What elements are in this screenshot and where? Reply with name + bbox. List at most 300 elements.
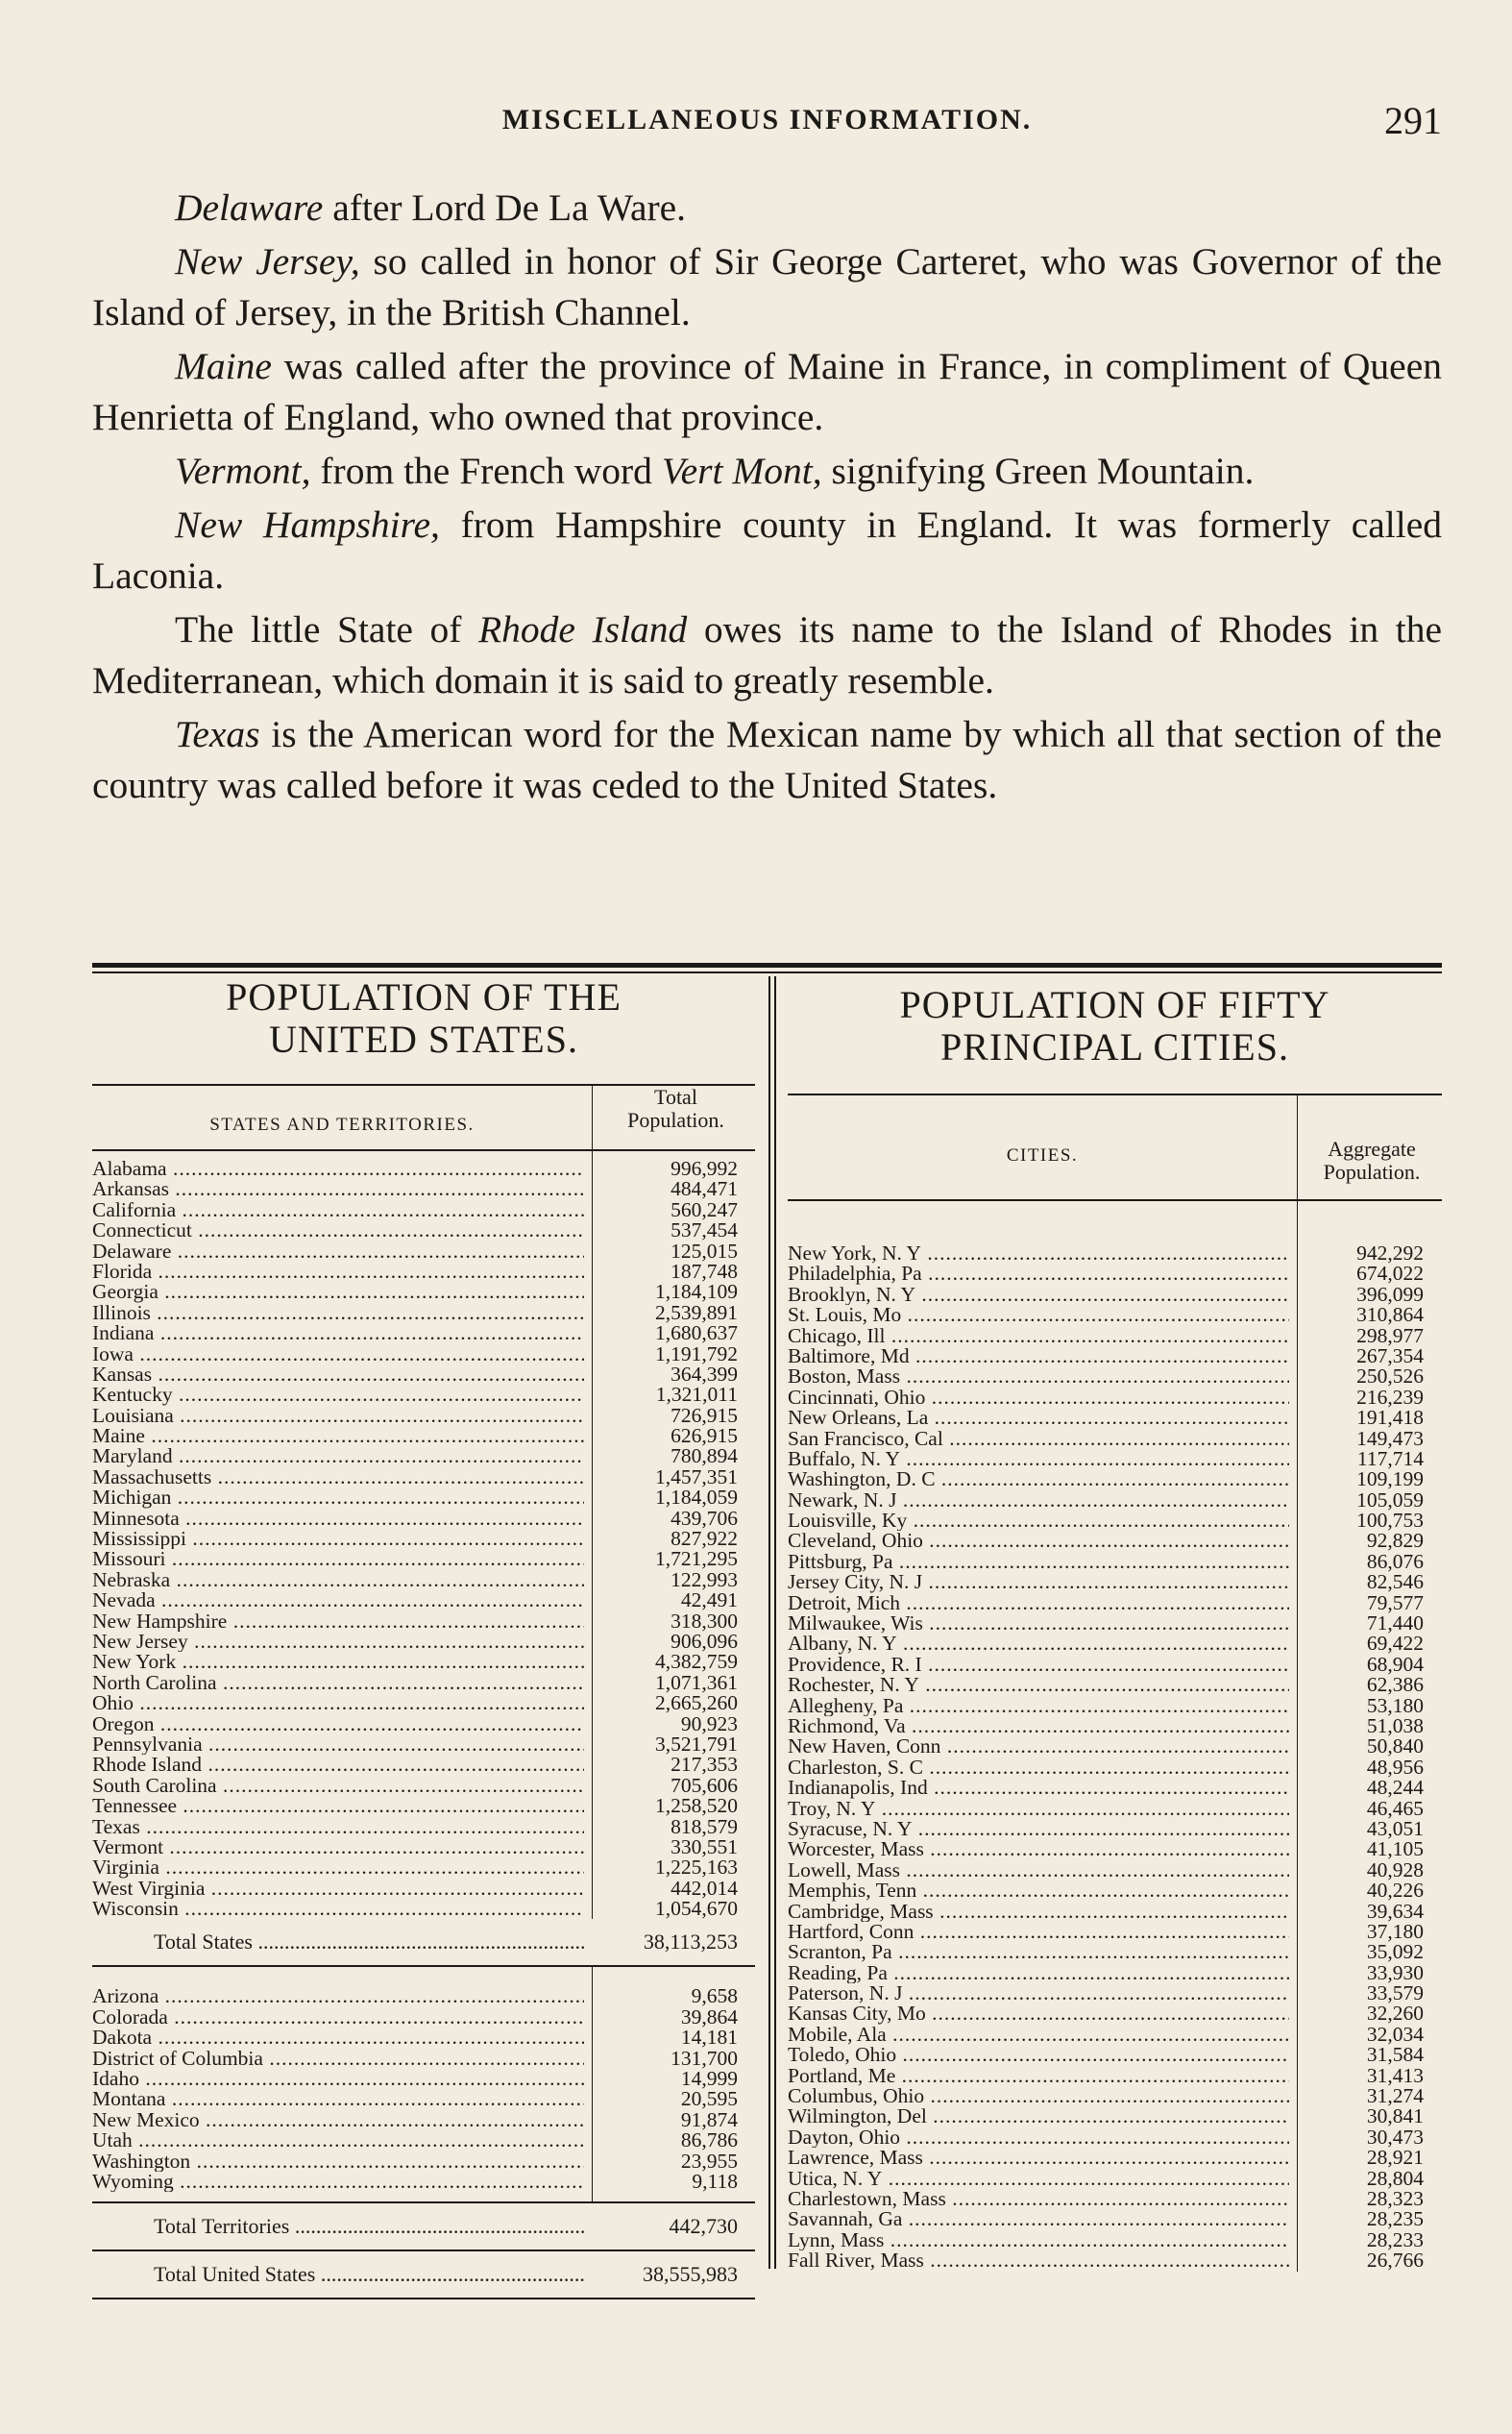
city-row-population: 48,956 bbox=[1366, 1755, 1424, 1779]
state-row-population: 726,915 bbox=[671, 1403, 738, 1427]
paragraph-delaware: Delaware after Lord De La Ware. bbox=[175, 186, 687, 229]
city-row-name: Utica, N. Y ..... bbox=[788, 2169, 1289, 2189]
column-divider-right bbox=[774, 976, 776, 2269]
city-row bbox=[788, 1446, 1442, 1470]
city-row-name: New York, N. Y ..... bbox=[788, 1243, 1289, 1264]
header-divider bbox=[592, 1086, 593, 1149]
territory-row-name: New Mexico ..... bbox=[92, 2110, 584, 2130]
city-row-name: Savannah, Ga ..... bbox=[788, 2209, 1289, 2229]
state-row bbox=[92, 1711, 755, 1735]
city-row bbox=[788, 2063, 1442, 2087]
city-row bbox=[788, 1613, 1442, 1634]
state-row-population: 818,579 bbox=[671, 1814, 738, 1838]
territory-row-population: 9,118 bbox=[692, 2169, 738, 2193]
city-row bbox=[788, 2127, 1442, 2148]
city-row-name: Boston, Mass ..... bbox=[788, 1366, 1289, 1387]
state-row bbox=[92, 1857, 755, 1878]
state-row-population: 125,015 bbox=[671, 1239, 738, 1263]
state-row-population: 1,071,361 bbox=[655, 1670, 738, 1694]
state-row-name: Michigan ..... bbox=[92, 1487, 584, 1508]
city-row bbox=[788, 1881, 1442, 1901]
city-row-name: Memphis, Tenn ..... bbox=[788, 1881, 1289, 1901]
territory-row-population: 131,700 bbox=[671, 2046, 738, 2070]
paragraph-texas: Texas is the American word for the Mexican name by which all that section of the country was called before it was ceded to the United States. bbox=[92, 713, 1442, 806]
city-row-name: Pittsburg, Pa ..... bbox=[788, 1552, 1289, 1572]
state-row-population: 1,321,011 bbox=[655, 1383, 738, 1407]
city-row bbox=[788, 1713, 1442, 1737]
state-row bbox=[92, 1693, 755, 1713]
state-row-name: Florida ..... bbox=[92, 1262, 584, 1282]
state-row-population: 3,521,791 bbox=[655, 1732, 738, 1756]
state-row-name: Massachusetts ..... bbox=[92, 1467, 584, 1487]
territory-row-population: 14,181 bbox=[680, 2026, 738, 2050]
city-row-population: 28,804 bbox=[1366, 2166, 1424, 2190]
state-row-name: Vermont ..... bbox=[92, 1837, 584, 1857]
state-row bbox=[92, 1259, 755, 1283]
state-row bbox=[92, 1239, 755, 1263]
city-row bbox=[788, 1243, 1442, 1264]
city-row-population: 30,473 bbox=[1366, 2125, 1424, 2149]
city-row-name: Reading, Pa ..... bbox=[788, 1963, 1289, 1983]
city-row bbox=[788, 1590, 1442, 1614]
city-row-population: 68,904 bbox=[1366, 1652, 1424, 1676]
state-row-population: 705,606 bbox=[671, 1773, 738, 1797]
state-row-population: 330,551 bbox=[671, 1834, 738, 1858]
state-row-name: Maine ..... bbox=[92, 1426, 584, 1446]
state-row-name: Pennsylvania ..... bbox=[92, 1734, 584, 1755]
territory-row bbox=[92, 2089, 755, 2109]
state-row bbox=[92, 1549, 755, 1569]
us-population-table bbox=[92, 974, 755, 2299]
city-row-population: 28,323 bbox=[1366, 2186, 1424, 2210]
city-row-name: Wilmington, Del ..... bbox=[788, 2106, 1289, 2127]
state-row-name: Nebraska ..... bbox=[92, 1570, 584, 1590]
city-row-population: 100,753 bbox=[1356, 1509, 1424, 1533]
city-row bbox=[788, 1796, 1442, 1820]
city-row-population: 41,105 bbox=[1366, 1837, 1424, 1861]
city-row-population: 33,579 bbox=[1366, 1981, 1424, 2005]
city-row bbox=[788, 1634, 1442, 1654]
state-row bbox=[92, 1403, 755, 1427]
state-row bbox=[92, 1629, 755, 1653]
city-row-population: 40,226 bbox=[1366, 1879, 1424, 1903]
city-row bbox=[788, 1385, 1442, 1409]
city-row-population: 28,235 bbox=[1366, 2207, 1424, 2231]
city-row bbox=[788, 1942, 1442, 1962]
state-row-population: 90,923 bbox=[680, 1711, 738, 1735]
state-row-name: Georgia ..... bbox=[92, 1282, 584, 1302]
state-row-name: Iowa ..... bbox=[92, 1344, 584, 1365]
territory-row bbox=[92, 2069, 755, 2089]
territory-row bbox=[92, 2169, 755, 2193]
state-row bbox=[92, 1220, 755, 1241]
city-row bbox=[788, 2004, 1442, 2024]
state-row bbox=[92, 1670, 755, 1694]
city-row-name: Indianapolis, Ind ..... bbox=[788, 1778, 1289, 1798]
page-number: 291 bbox=[1384, 99, 1442, 142]
city-row-population: 40,928 bbox=[1366, 1857, 1424, 1881]
city-row-name: Newark, N. J ..... bbox=[788, 1490, 1289, 1511]
state-row-name: Kansas ..... bbox=[92, 1365, 584, 1385]
city-row-population: 53,180 bbox=[1366, 1693, 1424, 1717]
city-row bbox=[788, 1469, 1442, 1489]
state-row-population: 906,096 bbox=[671, 1629, 738, 1653]
state-row-name: Indiana ..... bbox=[92, 1323, 584, 1343]
city-row-population: 31,413 bbox=[1366, 2063, 1424, 2087]
territory-row-name: Idaho ..... bbox=[92, 2069, 584, 2089]
territory-row-name: Montana ..... bbox=[92, 2089, 584, 2109]
state-row-name: New York ..... bbox=[92, 1652, 584, 1672]
city-row-name: San Francisco, Cal ..... bbox=[788, 1429, 1289, 1449]
city-row-population: 216,239 bbox=[1356, 1385, 1424, 1409]
city-row-name: Lowell, Mass ..... bbox=[788, 1860, 1289, 1881]
state-row bbox=[92, 1796, 755, 1816]
city-row bbox=[788, 1511, 1442, 1531]
paragraph-vermont: Vermont, from the French word Vert Mont, signifying Green Mountain. bbox=[175, 450, 1255, 492]
city-row bbox=[788, 1343, 1442, 1367]
state-row bbox=[92, 1282, 755, 1302]
state-row-population: 560,247 bbox=[671, 1197, 738, 1221]
territory-row-name: Dakota ..... bbox=[92, 2028, 584, 2048]
city-row-name: New Haven, Conn ..... bbox=[788, 1736, 1289, 1757]
state-row bbox=[92, 1362, 755, 1386]
city-row bbox=[788, 1755, 1442, 1779]
state-row bbox=[92, 1506, 755, 1530]
state-row bbox=[92, 1876, 755, 1900]
cities-table-header bbox=[788, 1094, 1442, 1201]
city-row bbox=[788, 2086, 1442, 2106]
state-row bbox=[92, 1567, 755, 1591]
territory-row-population: 23,955 bbox=[680, 2149, 738, 2173]
city-row-population: 250,526 bbox=[1356, 1365, 1424, 1389]
city-row-name: Philadelphia, Pa ..... bbox=[788, 1264, 1289, 1284]
state-row bbox=[92, 1159, 755, 1179]
state-row-population: 442,014 bbox=[671, 1876, 738, 1900]
city-row-population: 46,465 bbox=[1366, 1796, 1424, 1820]
city-row-name: Lawrence, Mass ..... bbox=[788, 2148, 1289, 2168]
city-row bbox=[788, 2022, 1442, 2046]
state-row bbox=[92, 1899, 755, 1919]
state-row bbox=[92, 1652, 755, 1672]
state-row bbox=[92, 1446, 755, 1466]
city-row-population: 26,766 bbox=[1366, 2249, 1424, 2273]
territory-row bbox=[92, 2028, 755, 2048]
city-row-name: Columbus, Ohio ..... bbox=[788, 2086, 1289, 2106]
city-row bbox=[788, 1857, 1442, 1881]
city-row-population: 942,292 bbox=[1356, 1242, 1424, 1265]
city-row-population: 109,199 bbox=[1356, 1467, 1424, 1491]
city-row bbox=[788, 1408, 1442, 1428]
state-row-population: 1,457,351 bbox=[655, 1464, 738, 1488]
states-column-header: STATES AND TERRITORIES. bbox=[209, 1115, 475, 1135]
city-row-population: 31,274 bbox=[1366, 2084, 1424, 2108]
state-row-name: Mississippi ..... bbox=[92, 1529, 584, 1549]
city-row-name: Troy, N. Y ..... bbox=[788, 1799, 1289, 1819]
city-row-name: Baltimore, Md ..... bbox=[788, 1346, 1289, 1366]
state-row bbox=[92, 1590, 755, 1610]
city-row-name: Dayton, Ohio ..... bbox=[788, 2127, 1289, 2148]
city-row-population: 32,260 bbox=[1366, 2002, 1424, 2026]
state-row-population: 827,922 bbox=[671, 1527, 738, 1551]
city-row-name: Syracuse, N. Y ..... bbox=[788, 1819, 1289, 1839]
territory-row bbox=[92, 2004, 755, 2028]
city-row-name: Paterson, N. J ..... bbox=[788, 1983, 1289, 2004]
city-row bbox=[788, 2045, 1442, 2065]
city-row-population: 43,051 bbox=[1366, 1816, 1424, 1840]
city-row-population: 33,930 bbox=[1366, 1960, 1424, 1984]
city-row bbox=[788, 2106, 1442, 2127]
city-row-name: Charleston, S. C ..... bbox=[788, 1758, 1289, 1778]
state-row-name: Maryland ..... bbox=[92, 1446, 584, 1466]
city-row-name: Albany, N. Y ..... bbox=[788, 1634, 1289, 1654]
city-row-population: 71,440 bbox=[1366, 1611, 1424, 1635]
state-row-population: 1,184,059 bbox=[655, 1486, 738, 1510]
city-row-name: Washington, D. C ..... bbox=[788, 1469, 1289, 1489]
cities-population-table bbox=[788, 974, 1442, 2272]
aggregate-population-header: Aggregate Population. bbox=[1323, 1137, 1421, 1184]
column-divider-left bbox=[768, 976, 770, 2269]
city-row bbox=[788, 1305, 1442, 1325]
section-rule-thick bbox=[92, 963, 1442, 968]
city-row bbox=[788, 1264, 1442, 1284]
city-row-population: 32,034 bbox=[1366, 2022, 1424, 2046]
total-territories-row: Total Territories ..... 442,730 bbox=[92, 2201, 755, 2251]
state-row bbox=[92, 1426, 755, 1446]
territory-row-name: Wyoming ..... bbox=[92, 2172, 584, 2192]
state-row bbox=[92, 1464, 755, 1488]
states-rows bbox=[92, 1151, 755, 1919]
city-row-name: Detroit, Mich ..... bbox=[788, 1593, 1289, 1613]
state-row bbox=[92, 1385, 755, 1405]
city-row bbox=[788, 1816, 1442, 1840]
state-row-population: 780,894 bbox=[671, 1444, 738, 1468]
city-row-name: New Orleans, La ..... bbox=[788, 1408, 1289, 1428]
territory-row-population: 91,874 bbox=[680, 2107, 738, 2131]
territory-row-name: Washington ..... bbox=[92, 2151, 584, 2172]
city-row-name: Cleveland, Ohio ..... bbox=[788, 1531, 1289, 1551]
state-row bbox=[92, 1179, 755, 1199]
state-row-name: South Carolina ..... bbox=[92, 1776, 584, 1796]
city-row bbox=[788, 1693, 1442, 1717]
paragraph-new-jersey: New Jersey, so called in honor of Sir George Carteret, who was Governor of the Island of Jersey, in the British Channel. bbox=[92, 240, 1442, 333]
territory-row-name: Utah ..... bbox=[92, 2130, 584, 2151]
city-row-name: Cambridge, Mass ..... bbox=[788, 1902, 1289, 1922]
section-rule-thin bbox=[92, 971, 1442, 973]
city-row bbox=[788, 1652, 1442, 1676]
total-population-header: Total Population. bbox=[627, 1085, 724, 1132]
city-row-name: Richmond, Va ..... bbox=[788, 1716, 1289, 1736]
city-row-name: Mobile, Ala ..... bbox=[788, 2025, 1289, 2045]
city-row-population: 37,180 bbox=[1366, 1919, 1424, 1943]
city-rows bbox=[788, 1201, 1442, 2272]
running-head bbox=[92, 99, 1442, 152]
territory-row-population: 39,864 bbox=[680, 2004, 738, 2028]
city-row bbox=[788, 1487, 1442, 1512]
city-row-name: Allegheny, Pa ..... bbox=[788, 1696, 1289, 1716]
state-row-name: Tennessee ..... bbox=[92, 1796, 584, 1816]
city-row-population: 50,840 bbox=[1366, 1734, 1424, 1758]
state-row bbox=[92, 1323, 755, 1343]
state-row-population: 2,665,260 bbox=[655, 1691, 738, 1715]
state-row-population: 1,184,109 bbox=[655, 1280, 738, 1304]
city-row bbox=[788, 2166, 1442, 2190]
state-row-population: 1,225,163 bbox=[655, 1856, 738, 1880]
city-row-name: Brooklyn, N. Y ..... bbox=[788, 1285, 1289, 1305]
city-row-population: 31,584 bbox=[1366, 2043, 1424, 2067]
city-row bbox=[788, 2209, 1442, 2229]
state-row bbox=[92, 1487, 755, 1508]
territory-row bbox=[92, 2151, 755, 2172]
state-row-name: Louisiana ..... bbox=[92, 1406, 584, 1426]
state-row bbox=[92, 1755, 755, 1775]
paragraph-maine: Maine was called after the province of Maine in France, in compliment of Queen Henrietta of England, who owned that province. bbox=[92, 345, 1442, 438]
state-row-name: Rhode Island ..... bbox=[92, 1755, 584, 1775]
city-row-name: Worcester, Mass ..... bbox=[788, 1839, 1289, 1859]
territory-row bbox=[92, 2130, 755, 2151]
paragraph-new-hampshire: New Hampshire, from Hampshire county in England. It was formerly called Laconia. bbox=[92, 504, 1443, 597]
state-row-population: 484,471 bbox=[671, 1177, 738, 1201]
territory-row bbox=[92, 1986, 755, 2006]
city-row-population: 35,092 bbox=[1366, 1940, 1424, 1964]
state-row-name: Delaware ..... bbox=[92, 1242, 584, 1262]
state-row-name: New Hampshire ..... bbox=[92, 1611, 584, 1632]
city-row bbox=[788, 1531, 1442, 1551]
city-row-population: 79,577 bbox=[1366, 1590, 1424, 1614]
city-row bbox=[788, 1675, 1442, 1695]
city-row-name: Milwaukee, Wis ..... bbox=[788, 1613, 1289, 1634]
state-row-name: Virginia ..... bbox=[92, 1857, 584, 1878]
state-row-name: New Jersey ..... bbox=[92, 1632, 584, 1652]
state-row bbox=[92, 1197, 755, 1221]
state-row-name: Minnesota ..... bbox=[92, 1509, 584, 1529]
state-row-name: Kentucky ..... bbox=[92, 1385, 584, 1405]
state-row bbox=[92, 1529, 755, 1549]
city-row-name: Providence, R. I ..... bbox=[788, 1655, 1289, 1675]
city-row-population: 191,418 bbox=[1356, 1406, 1424, 1430]
state-row-population: 439,706 bbox=[671, 1506, 738, 1530]
state-row-population: 1,054,670 bbox=[655, 1897, 738, 1921]
state-row-population: 122,993 bbox=[671, 1567, 738, 1591]
state-row-name: California ..... bbox=[92, 1200, 584, 1220]
paragraph-rhode-island: The little State of Rhode Island owes its name to the Island of Rhodes in the Mediterranean, which domain it is said to greatly resemble. bbox=[92, 608, 1442, 701]
city-row bbox=[788, 1839, 1442, 1859]
city-row-name: Hartford, Conn ..... bbox=[788, 1922, 1289, 1942]
state-row-population: 1,191,792 bbox=[655, 1341, 738, 1365]
city-row-population: 82,546 bbox=[1366, 1570, 1424, 1594]
state-row bbox=[92, 1834, 755, 1858]
city-row-population: 28,233 bbox=[1366, 2227, 1424, 2251]
state-row-population: 2,539,891 bbox=[655, 1300, 738, 1324]
city-row-population: 267,354 bbox=[1356, 1343, 1424, 1367]
territory-row-population: 9,658 bbox=[691, 1984, 738, 2008]
city-row-name: Cincinnati, Ohio ..... bbox=[788, 1388, 1289, 1408]
city-row bbox=[788, 1366, 1442, 1387]
state-row-name: Ohio ..... bbox=[92, 1693, 584, 1713]
city-row bbox=[788, 1778, 1442, 1798]
territory-row-name: Arizona ..... bbox=[92, 1986, 584, 2006]
state-row bbox=[92, 1773, 755, 1797]
state-row-name: Missouri ..... bbox=[92, 1549, 584, 1569]
city-row bbox=[788, 1426, 1442, 1450]
city-row bbox=[788, 1736, 1442, 1757]
state-row-population: 1,721,295 bbox=[655, 1547, 738, 1571]
state-row-population: 1,680,637 bbox=[655, 1321, 738, 1345]
city-row-name: St. Louis, Mo ..... bbox=[788, 1305, 1289, 1325]
territory-row bbox=[92, 2046, 755, 2070]
city-row bbox=[788, 1549, 1442, 1573]
territory-row-population: 14,999 bbox=[680, 2067, 738, 2091]
us-table-header bbox=[92, 1084, 755, 1151]
state-row-name: Connecticut ..... bbox=[92, 1220, 584, 1241]
territory-row-population: 86,786 bbox=[680, 2128, 738, 2152]
state-row-population: 996,992 bbox=[671, 1157, 738, 1180]
city-row-population: 30,841 bbox=[1366, 2104, 1424, 2128]
total-states-row: Total States ..... 38,113,253 bbox=[92, 1919, 755, 1967]
city-row-population: 298,977 bbox=[1356, 1323, 1424, 1347]
city-row-population: 149,473 bbox=[1356, 1426, 1424, 1450]
state-row bbox=[92, 1814, 755, 1838]
state-row-population: 217,353 bbox=[671, 1753, 738, 1777]
city-row-population: 62,386 bbox=[1366, 1673, 1424, 1697]
city-row-population: 117,714 bbox=[1356, 1446, 1424, 1470]
city-row bbox=[788, 1919, 1442, 1943]
city-row-name: Louisville, Ky ..... bbox=[788, 1511, 1289, 1531]
state-row-population: 537,454 bbox=[671, 1218, 738, 1242]
state-row-name: Wisconsin ..... bbox=[92, 1899, 584, 1919]
state-row-population: 318,300 bbox=[671, 1609, 738, 1633]
running-head-title: MISCELLANEOUS INFORMATION. bbox=[501, 104, 1033, 135]
state-row-name: North Carolina ..... bbox=[92, 1673, 584, 1693]
city-row bbox=[788, 1983, 1442, 2004]
city-row-name: Charlestown, Mass ..... bbox=[788, 2189, 1289, 2209]
city-row bbox=[788, 1282, 1442, 1306]
city-row bbox=[788, 1323, 1442, 1347]
city-row-name: Portland, Me ..... bbox=[788, 2066, 1289, 2086]
state-row-name: Alabama ..... bbox=[92, 1159, 584, 1179]
state-row-population: 187,748 bbox=[671, 1259, 738, 1283]
state-row-population: 4,382,759 bbox=[655, 1650, 738, 1674]
state-row-name: Oregon ..... bbox=[92, 1714, 584, 1734]
territory-row-name: District of Columbia ..... bbox=[92, 2049, 584, 2069]
city-row-name: Toledo, Ohio ..... bbox=[788, 2045, 1289, 2065]
state-row-name: West Virginia ..... bbox=[92, 1879, 584, 1899]
city-row-name: Rochester, N. Y ..... bbox=[788, 1675, 1289, 1695]
cities-table-title: POPULATION OF FIFTY PRINCIPAL CITIES. bbox=[899, 983, 1330, 1069]
city-row-population: 310,864 bbox=[1356, 1303, 1424, 1327]
header-divider bbox=[1297, 1095, 1298, 1199]
city-row-population: 39,634 bbox=[1366, 1899, 1424, 1923]
city-row-name: Chicago, Ill ..... bbox=[788, 1326, 1289, 1346]
city-row bbox=[788, 1572, 1442, 1592]
city-row-population: 69,422 bbox=[1366, 1632, 1424, 1656]
state-row-population: 42,491 bbox=[680, 1588, 738, 1612]
territory-row-population: 20,595 bbox=[680, 2087, 738, 2111]
city-row bbox=[788, 1899, 1442, 1923]
state-row-name: Nevada ..... bbox=[92, 1590, 584, 1610]
city-row-population: 48,244 bbox=[1366, 1776, 1424, 1800]
state-row bbox=[92, 1734, 755, 1755]
city-row bbox=[788, 2250, 1442, 2271]
city-row bbox=[788, 2227, 1442, 2251]
body-text bbox=[92, 183, 1442, 814]
city-row-population: 51,038 bbox=[1366, 1713, 1424, 1737]
city-row bbox=[788, 1960, 1442, 1984]
city-row-population: 28,921 bbox=[1366, 2146, 1424, 2170]
territory-row-name: Colorada ..... bbox=[92, 2007, 584, 2028]
state-row bbox=[92, 1300, 755, 1324]
city-row-name: Kansas City, Mo ..... bbox=[788, 2004, 1289, 2024]
city-row-name: Jersey City, N. J ..... bbox=[788, 1572, 1289, 1592]
